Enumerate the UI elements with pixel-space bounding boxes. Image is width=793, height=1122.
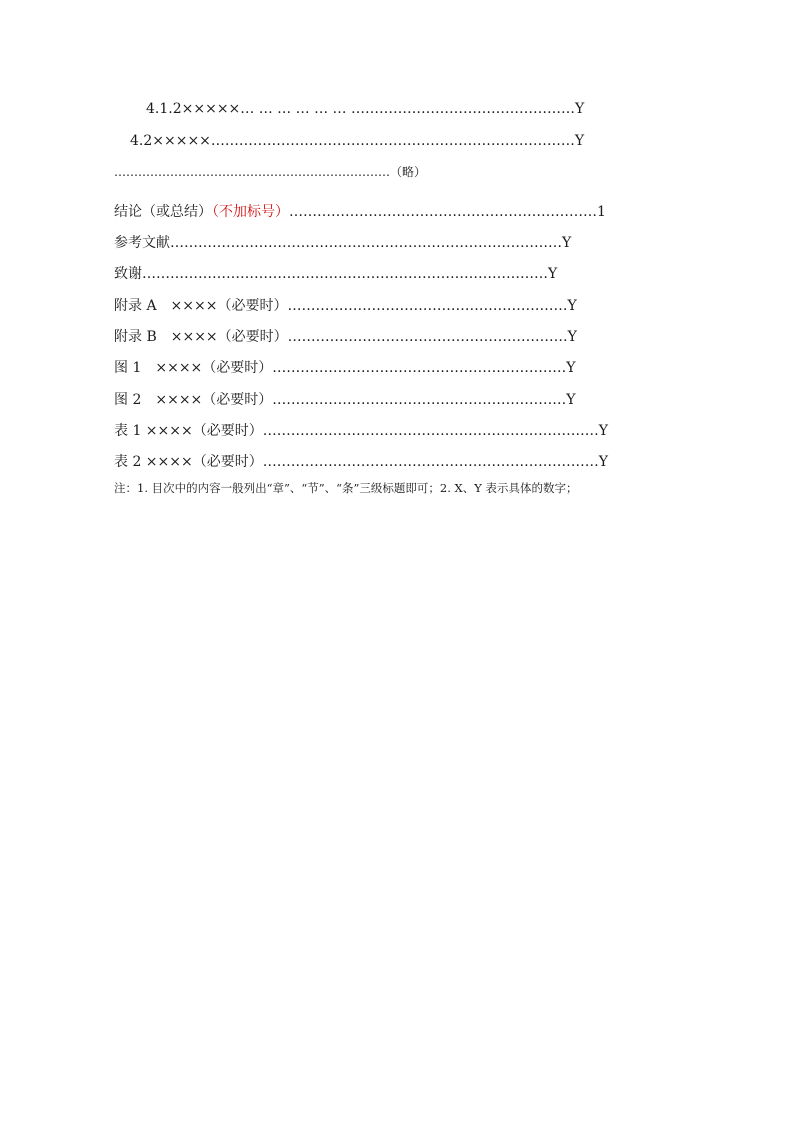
toc-entry-page: Y [567,298,577,314]
toc-entry-label: 参考文献 [114,235,170,251]
toc-entry-page: Y [598,454,608,470]
toc-entry-leader: ……………………………………………………………… [262,423,599,439]
toc-entry-label: 附录 A ××××（必要时） [114,298,288,314]
toc-entry-leader: …………………………………………………………………… [210,133,575,149]
toc-entry-figure-2 [114,392,576,408]
toc-omitted-text: ……………………………………………………………（略） [114,165,427,179]
toc-entry-leader: ……………………………………………………………… [262,454,599,470]
toc-entry-leader: ………………………………………………………………………… [170,235,562,251]
toc-entry-figure-1 [114,360,576,376]
toc-entry-page: Y [562,235,572,251]
toc-entry-page: Y [567,329,577,345]
toc-entry-label: 表 2 ××××（必要时） [114,454,263,470]
toc-entry-red-note: （不加标号） [212,204,289,220]
toc-entry-leader: ……………………………………………………… [272,392,567,408]
toc-entry-conclusion [114,204,606,220]
toc-entry-table-2 [114,454,608,470]
toc-entry-label: 图 2 ××××（必要时） [114,392,273,408]
toc-entry-leader: …………………………………………………… [287,298,568,314]
toc-entry-label: 结论（或总结） [114,204,212,220]
toc-entry-leader: … … … … … … ………………………………………… [240,101,575,117]
toc-entry-page: Y [548,266,558,282]
toc-entry-acknowledgement [114,266,557,282]
toc-entry-label: 附录 B ××××（必要时） [114,329,288,345]
toc-entry-page: Y [566,360,576,376]
toc-entry-4-2 [130,133,584,149]
toc-entry-leader: …………………………………………………… [287,329,568,345]
toc-entry-leader: ……………………………………………………… [272,360,567,376]
toc-entry-label: 图 1 ××××（必要时） [114,360,273,376]
toc-entry-page: Y [598,423,608,439]
toc-omitted-line [114,164,426,180]
toc-entry-leader: …………………………………………………………………………… [142,266,548,282]
toc-footnote [114,481,577,495]
toc-entry-page: 1 [597,204,606,220]
toc-entry-label: 表 1 ××××（必要时） [114,423,263,439]
toc-entry-label: 致谢 [114,266,142,282]
toc-entry-label: 4.2××××× [130,133,211,149]
toc-entry-leader: ………………………………………………………… [289,204,597,220]
toc-entry-page: Y [574,133,585,149]
toc-entry-appendix-a [114,298,577,314]
toc-entry-table-1 [114,423,608,439]
toc-entry-label: 4.1.2××××× [146,101,241,117]
footnote-text: 注：1. 目次中的内容一般列出“章”、“节”、“条”三级标题即可；2. X、Y 表示具体的数字； [114,481,578,495]
toc-entry-4-1-2 [146,101,584,117]
toc-entry-appendix-b [114,329,577,345]
toc-entry-references [114,235,571,251]
toc-entry-page: Y [574,101,585,117]
toc-entry-page: Y [566,392,576,408]
